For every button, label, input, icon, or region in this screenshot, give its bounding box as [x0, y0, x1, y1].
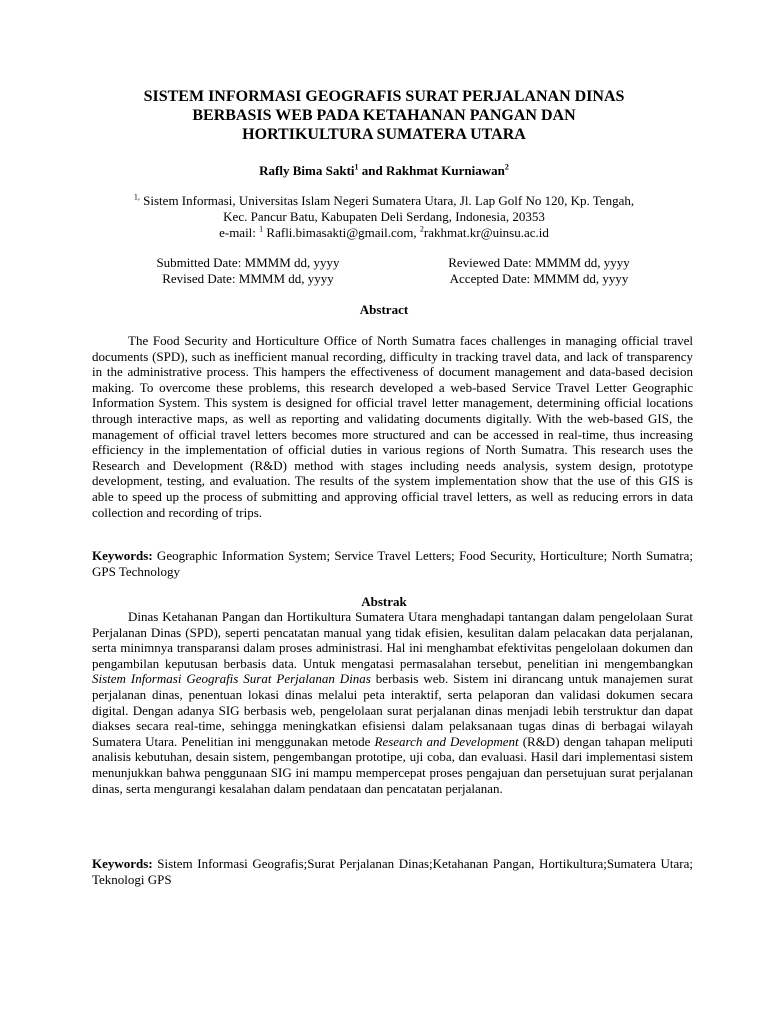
abstrak-italic-1: Sistem Informasi Geografis Surat Perjalanan Dinas — [92, 671, 371, 687]
title-line-1: SISTEM INFORMASI GEOGRAFIS SURAT PERJALANAN DINAS — [143, 88, 625, 105]
abstrak-keywords-text: Sistem Informasi Geografis;Surat Perjalanan Dinas;Ketahanan Pangan, Hortikultura;Sumatera Utara; Teknologi GPS — [92, 856, 697, 887]
keywords-text: Geographic Information System; Service Travel Letters; Food Security, Horticulture; North Sumatra; GPS Technology — [92, 548, 697, 579]
abstract-body — [92, 333, 693, 520]
email-label: e-mail: — [219, 225, 260, 240]
author-1-affil: 1 — [354, 162, 359, 172]
email-line — [0, 225, 768, 241]
accepted-date: Accepted Date: MMMM dd, yyyy — [449, 270, 629, 286]
abstract-text: The Food Security and Horticulture Office of North Sumatra faces challenges in managing official travel documents (SPD), such as inefficient manual recording, difficulty in tracking travel data, and lack of transparency in the administrative process. This hampers the effectiveness of document management and data-based decision making. To overcome these problems, this research developed a web-based Service Travel Letter Geographic Information System. This system is designed for official travel letter management, determining official locations through interactive maps, as well as reporting and validating documents digitally. With the web-based GIS, the management of official travel letters becomes more structured and can be accessed in real-time, thus increasing efficiency in the implementation of official duties in various regions of North Sumatra. This research uses the Research and Development (R&D) method with stages including needs analysis, system design, prototype development, testing, and evaluation. The results of the system implementation show that the use of this GIS is able to speed up the process of submitting and approving official travel letters, as well as reducing errors in data collection and recording of trips. — [92, 333, 693, 520]
abstrak-body — [92, 609, 693, 796]
paper-title — [0, 87, 768, 144]
dates-right — [389, 255, 689, 286]
submitted-date: Submitted Date: MMMM dd, yyyy — [156, 255, 340, 270]
reviewed-date: Reviewed Date: MMMM dd, yyyy — [448, 255, 630, 270]
author-2-affil: 2 — [504, 162, 509, 172]
abstrak-italic-2: Research and Development — [374, 733, 519, 749]
email-2: rakhmat.kr@uinsu.ac.id — [423, 225, 549, 240]
affiliation-text-1: Sistem Informasi, Universitas Islam Negeri Sumatera Utara, Jl. Lap Golf No 120, Kp. Tengah, — [139, 193, 635, 208]
title-line-3: HORTIKULTURA SUMATERA UTARA — [242, 126, 526, 143]
author-2: Rakhmat Kurniawan — [385, 163, 505, 178]
author-1: Rafly Bima Sakti — [259, 163, 355, 178]
abstrak-heading: Abstrak — [361, 594, 407, 609]
email-1: Rafli.bimasakti@gmail.com, — [263, 225, 420, 240]
email-sup-2: 2 — [419, 224, 424, 234]
abstrak-keywords — [92, 856, 697, 887]
email-sup-1: 1 — [259, 224, 264, 234]
author-conj: and — [358, 163, 386, 178]
affiliation-line-2: Kec. Pancur Batu, Kabupaten Deli Serdang, Indonesia, 20353 — [223, 209, 545, 224]
title-line-2: BERBASIS WEB PADA KETAHANAN PANGAN DAN — [192, 107, 576, 124]
affiliation-line-1 — [0, 193, 768, 209]
keywords-label: Keywords: — [92, 548, 153, 563]
affiliation — [0, 193, 768, 241]
dates-left — [98, 255, 398, 286]
abstrak-keywords-label: Keywords: — [92, 856, 153, 871]
abstract-keywords — [92, 548, 697, 579]
abstrak-text-1: Dinas Ketahanan Pangan dan Hortikultura Sumatera Utara menghadapi tantangan dalam pengelolaan Surat Perjalanan Dinas (SPD), seperti pencatatan manual yang tidak efisien, kesulitan dalam pelacakan data perjalanan, serta minimnya transparansi dalam proses administrasi. Hal ini menghambat efektivitas pengelolaan dokumen dan pengambilan keputusan berbasis data. Untuk mengatasi permasalahan tersebut, penelitian ini mengembangkan — [92, 609, 693, 671]
affiliation-sup: 1, — [133, 192, 140, 202]
author-list — [0, 163, 768, 179]
abstrak-text-3: (R&D) dengan tahapan meliputi analisis kebutuhan, desain sistem, pengembangan prototipe, uji coba, dan evaluasi. Hasil dari implementasi sistem menunjukkan bahwa penggunaan SIG ini mampu mempercepat proses pengajuan dan persetujuan surat perjalanan dinas, serta mengurangi kesalahan dalam pendataan dan pencatatan perjalanan. — [92, 733, 694, 796]
abstrak-text-2: berbasis web. Sistem ini dirancang untuk manajemen surat perjalanan dinas, penentuan lokasi dinas melalui peta interaktif, serta pelaporan dan validasi dokumen secara digital. Dengan adanya SIG berbasis web, pengelolaan surat perjalanan dinas menjadi lebih terstruktur dan dapat diakses secara real-time, sehingga meningkatkan efisiensi dalam pelaksanaan tugas dinas di berbagai wilayah Sumatera Utara. Penelitian ini menggunakan metode — [92, 671, 693, 749]
revised-date: Revised Date: MMMM dd, yyyy — [162, 270, 334, 286]
abstract-heading: Abstract — [359, 302, 409, 317]
